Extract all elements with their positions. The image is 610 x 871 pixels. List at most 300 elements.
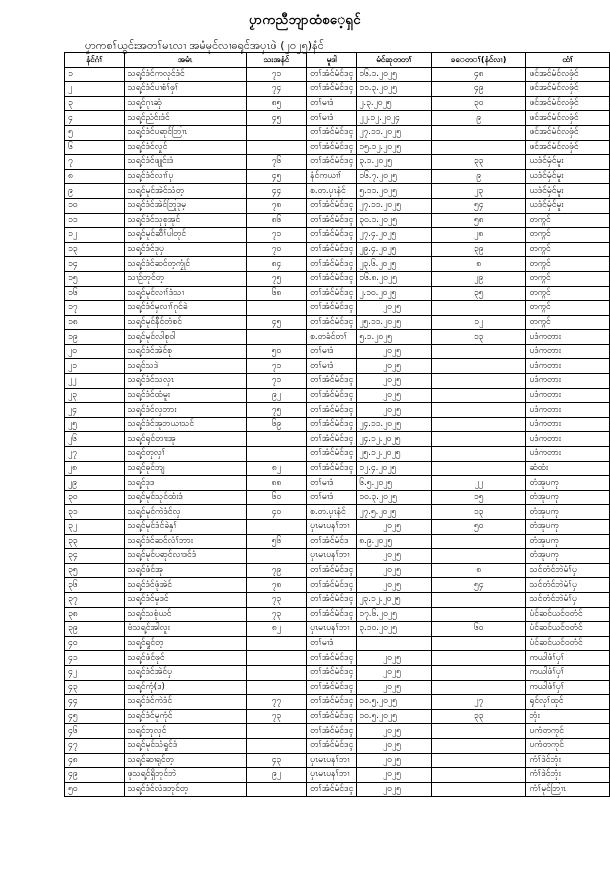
header-col-name: အမံၤ (124, 53, 246, 68)
cell-col-count (431, 447, 526, 462)
table-row (65, 388, 610, 403)
cell-col-age (246, 330, 306, 345)
cell-col-age: ၄၀ (246, 505, 306, 520)
cell-col-count (431, 140, 526, 155)
table-row (65, 155, 610, 170)
cell-col-place: ဖၚ်အၚ်မံၚ်လဖှံၚ် (526, 67, 610, 82)
cell-col-age (246, 782, 306, 797)
cell-col-count (431, 549, 526, 564)
cell-col-name: သရ့ၚ်ဒုဒ (124, 476, 246, 491)
cell-col-role: ပှၤမၤပနၢ်ဘၢ (307, 768, 357, 783)
cell-col-age: ၄၃ (246, 753, 306, 768)
table-row (65, 607, 610, 622)
table-row (65, 359, 610, 374)
cell-col-count: ၃၃ (431, 155, 526, 170)
cell-col-age: ၆၀ (246, 490, 306, 505)
cell-col-age: ၄၅ (246, 169, 306, 184)
cell-col-name: သရ့ၚ်မုၚ်လါစုဝါ (124, 330, 246, 345)
cell-col-date: ၈.၉.၂၀၂၅ (357, 534, 432, 549)
cell-col-count (431, 125, 526, 140)
cell-col-age: ၇၅ (246, 403, 306, 418)
cell-col-count: ၈ (431, 257, 526, 272)
header-col-count: ခ‌ေတ‌ၢ်(နံၚ်လၢ) (431, 53, 526, 68)
table-row (65, 505, 610, 520)
cell-col-role: တၢ်အံၚ်မံၚ်ဒၚ (307, 228, 357, 243)
cell-col-date: ၂၀၂၅ (357, 403, 432, 418)
table-row (65, 592, 610, 607)
cell-col-name: သရ့ၚ်ဒံၚ်မှလၢၢ်ဂုၚ်ခဲ (124, 301, 246, 316)
cell-col-number: ၂၁ (65, 359, 125, 374)
cell-col-count (431, 782, 526, 797)
cell-col-number: ၁ (65, 67, 125, 82)
table-row (65, 228, 610, 243)
cell-col-count: ၂၂ (431, 476, 526, 491)
cell-col-place: တက္ဂၚ် (526, 301, 610, 316)
cell-col-date: ၂၃.၆.၂၀၂၅ (357, 257, 432, 272)
cell-col-count (431, 534, 526, 549)
cell-col-name: သရ့ၚ်ဒံၚ်အုဘယၢသၚ် (124, 417, 246, 432)
cell-col-date: ၂၀၂၅ (357, 563, 432, 578)
cell-col-role: ပှၤမၤပနၢ်ဘၢ (307, 520, 357, 535)
cell-col-age: ၇၄ (246, 82, 306, 97)
table-header-row (65, 53, 610, 68)
cell-col-count: ၃၅ (431, 286, 526, 301)
cell-col-date: ၅.၁၁.၂၀၂၅ (357, 184, 432, 199)
cell-col-name: သရ့ၚ်ဒံၚ်သလှၤ (124, 374, 246, 389)
cell-col-name: ဖုသရ့ၚ်ရှိဘုၚ်ဘဲ (124, 768, 246, 783)
cell-col-count: ၅၀ (431, 520, 526, 535)
cell-col-name: သရ့ၚ်ဆၢရုၚ်တ့ (124, 753, 246, 768)
cell-col-age: ၈၂ (246, 461, 306, 476)
table-row (65, 622, 610, 637)
cell-col-number: ၇ (65, 155, 125, 170)
cell-col-date: ၂၀၂၅ (357, 651, 432, 666)
cell-col-role: တၢ်အံၚ်မံၚ်ဒၚ (307, 592, 357, 607)
cell-col-role: တၢ်အံၚ်မံၚ်ဒၚ (307, 301, 357, 316)
cell-col-date: ၂၀၂၅ (357, 578, 432, 593)
cell-col-name: သရ့ၚ်ဖံၚ်အု (124, 563, 246, 578)
cell-col-role: စ.တ.ပှၤနံၚ် (307, 505, 357, 520)
cell-col-place: ပံၚ်ဆၚ်ယၚ်ဝတံၚ် (526, 622, 610, 637)
cell-col-role: တၢ်အံၚ်မံၚ်ဒၚ (307, 271, 357, 286)
cell-col-age: ၄၅ (246, 111, 306, 126)
table-row (65, 374, 610, 389)
cell-col-name: သရ့ၚ်တုလှၢ် (124, 447, 246, 462)
cell-col-number: ၂၉ (65, 476, 125, 491)
cell-col-name: သရ့ၚ်ဒံၚ်သုစုအုၚ် (124, 213, 246, 228)
table-row (65, 301, 610, 316)
cell-col-count (431, 461, 526, 476)
cell-col-place: ပဒံကတား (526, 344, 610, 359)
cell-col-count: ၃၉ (431, 242, 526, 257)
cell-col-place: ကံၢ်ဒဲၚ်ဘုံး (526, 768, 610, 783)
cell-col-place: ကယါဖံၢ်ပှၢ် (526, 680, 610, 695)
cell-col-role: တၢ်အံၚ်မံၚ်ဒၚ (307, 680, 357, 695)
cell-col-number: ၅ (65, 125, 125, 140)
table-row (65, 447, 610, 462)
cell-col-number: ၄၂ (65, 665, 125, 680)
cell-col-count: ၁၃ (431, 505, 526, 520)
cell-col-role: တၢ်အံၚ်မံၚ်ဒ (307, 534, 357, 549)
cell-col-age (246, 301, 306, 316)
cell-col-age (246, 636, 306, 651)
cell-col-place: ကယါဖံၢ်ပှၢ် (526, 665, 610, 680)
cell-col-count (431, 753, 526, 768)
table-row (65, 432, 610, 447)
cell-col-place: ကံၢ်ဒဲၚ်ဘုံး (526, 753, 610, 768)
cell-col-count (431, 636, 526, 651)
table-row (65, 67, 610, 82)
cell-col-date: ၃.၁၀.၂၀၂၅ (357, 622, 432, 637)
cell-col-age (246, 665, 306, 680)
cell-col-role: တၢ်မၢဒံ (307, 359, 357, 374)
cell-col-place: ပကံတကုၚ် (526, 738, 610, 753)
cell-col-place: သၚ်တံၚ်ဘဲမံၢ်ပှ (526, 592, 610, 607)
cell-col-count (431, 665, 526, 680)
cell-col-place: သၚ်တံၚ်ဘဲမံၢ်ပှ (526, 578, 610, 593)
cell-col-name: သရ့ၚ်ဒံၚ်အဲၚ်စု (124, 344, 246, 359)
cell-col-role: တၢ်အံၚ်မံၚ်ဒၚ (307, 213, 357, 228)
table-row (65, 111, 610, 126)
cell-col-age: ၈၂ (246, 622, 306, 637)
cell-col-date: ၁၂.၄.၂၀၂၅ (357, 461, 432, 476)
table-row (65, 563, 610, 578)
cell-col-place: ယဒံၚ်မှံၚ်မူး (526, 169, 610, 184)
cell-col-count (431, 359, 526, 374)
table-row (65, 242, 610, 257)
cell-col-age: ၇၃ (246, 607, 306, 622)
table-row (65, 520, 610, 535)
cell-col-date: ၂၇.၅.၂၀၂၅ (357, 505, 432, 520)
cell-col-age: ၅၆ (246, 534, 306, 549)
cell-col-place: ဆံထံး (526, 461, 610, 476)
cell-col-count: ၃၃ (431, 709, 526, 724)
cell-col-count: ၉ (431, 111, 526, 126)
cell-col-date: ၁၁.၃.၂၀၂၅ (357, 82, 432, 97)
table-row (65, 125, 610, 140)
cell-col-count: ၃၀ (431, 96, 526, 111)
cell-col-age: ၇၃ (246, 592, 306, 607)
cell-col-role: တၢ်အံၚ်မံၚ်ဒၚ (307, 417, 357, 432)
cell-col-place: တံအုပကု (526, 549, 610, 564)
cell-col-name: သရ့ၚ်ကုံ(ဒ) (124, 680, 246, 695)
cell-col-name: သရ့ၚ်မုၚ်ဆီၢ်ပါတုၚ် (124, 228, 246, 243)
cell-col-count: ၅၈ (431, 213, 526, 228)
header-col-role: မူဒါ (307, 53, 357, 68)
table-row (65, 330, 610, 345)
table-row (65, 724, 610, 739)
cell-col-age (246, 680, 306, 695)
cell-col-age: ၈၄ (246, 257, 306, 272)
cell-col-number: ၁၅ (65, 271, 125, 286)
cell-col-number: ၃ (65, 96, 125, 111)
cell-col-name: သရ့ၚ်ဒံၚ်ကဲဒံၚ် (124, 695, 246, 710)
cell-col-age: ၅၀ (246, 344, 306, 359)
cell-col-date: ၂၀၂၅ (357, 753, 432, 768)
cell-col-role: တၢ်အံၚ်မံၚ်ဒၚ (307, 563, 357, 578)
cell-col-date: ၁၆.၁.၂၀၂၅ (357, 67, 432, 82)
table-row (65, 271, 610, 286)
cell-col-place: ပံၚ်ဆၚ်ယၚ်ဝတံၚ် (526, 636, 610, 651)
cell-col-role: နံၚ်ကယၢၢ် (307, 169, 357, 184)
cell-col-number: ၉ (65, 184, 125, 199)
table-row (65, 753, 610, 768)
cell-col-number: ၂၅ (65, 417, 125, 432)
cell-col-role: တၢ်အံၚ်မံၚ်ဒၚ (307, 651, 357, 666)
table-row (65, 169, 610, 184)
cell-col-place: ဖၚ်အၚ်မံၚ်လဖှံၚ် (526, 111, 610, 126)
cell-col-name: သရ့ၚ်သဒဲ (124, 359, 246, 374)
cell-col-name: သရ့ၚ်မုၚ်လၢၢ်ဒံသၢ (124, 286, 246, 301)
cell-col-role: တၢ်အံၚ်မံၚ်ဒၚ (307, 709, 357, 724)
cell-col-place: ယဒံၚ်မှံၚ်မူး (526, 155, 610, 170)
cell-col-age: ၇၆ (246, 155, 306, 170)
cell-col-name: သရ့ၚ်ဒံၚ်မှဒၚ် (124, 592, 246, 607)
cell-col-date: ၂.၁၀.၂၀၂၅ (357, 286, 432, 301)
cell-col-role: တၢ်အံၚ်မံၚ်ဒၚ (307, 388, 357, 403)
cell-col-number: ၁၁ (65, 213, 125, 228)
cell-col-age: ၆၈ (246, 286, 306, 301)
cell-col-role: တၢ်အံၚ်မံၚ်ဒၚ (307, 242, 357, 257)
cell-col-age (246, 651, 306, 666)
table-row (65, 680, 610, 695)
cell-col-number: ၁၂ (65, 228, 125, 243)
table-row (65, 286, 610, 301)
cell-col-number: ၃၅ (65, 563, 125, 578)
cell-col-place: ပဒံကတား (526, 359, 610, 374)
header-col-place: ထံၢ် (526, 53, 610, 68)
cell-col-count: ၁၃ (431, 330, 526, 345)
cell-col-number: ၂၂ (65, 374, 125, 389)
cell-col-count (431, 301, 526, 316)
cell-col-name: သရ့ၚ်ရှုၚ်တ့ (124, 636, 246, 651)
cell-col-role: တၢ်မၢဒံ (307, 111, 357, 126)
cell-col-date: ၂၇.၁၁.၂၀၂၅ (357, 125, 432, 140)
cell-col-number: ၁၃ (65, 242, 125, 257)
cell-col-age (246, 125, 306, 140)
cell-col-number: ၃၇ (65, 592, 125, 607)
cell-col-count: ၉ (431, 169, 526, 184)
cell-col-place: ပဒံကတား (526, 388, 610, 403)
cell-col-date: ၁၀.၅.၂၀၂၅ (357, 709, 432, 724)
cell-col-count (431, 417, 526, 432)
cell-col-number: ၁၉ (65, 330, 125, 345)
cell-col-date: ၆.၅.၂၀၂၅ (357, 476, 432, 491)
cell-col-name: သရ့ၚ်ဘုလုၚ် (124, 724, 246, 739)
cell-col-date: ၂၀၂၅ (357, 782, 432, 797)
cell-col-number: ၄ (65, 111, 125, 126)
cell-col-place: ဖၚ်အၚ်မံၚ်လဖှံၚ် (526, 140, 610, 155)
cell-col-role: တၢ်အံၚ်မံၚ်ဒၚ (307, 665, 357, 680)
cell-col-place: တက္ဂၚ် (526, 271, 610, 286)
table-row (65, 344, 610, 359)
cell-col-number: ၄၁ (65, 651, 125, 666)
cell-col-name: သရ့ၚ်ရုၚ်တၢးအု (124, 432, 246, 447)
cell-col-count: ၂၉ (431, 271, 526, 286)
cell-col-role: တၢ်အံၚ်မံၚ်ဒၚ (307, 782, 357, 797)
cell-col-age: ၇၁ (246, 374, 306, 389)
cell-col-role: တၢ်အံၚ်မံၚ်ဒၚ (307, 257, 357, 272)
cell-col-age: ၈၈ (246, 476, 306, 491)
cell-col-date: ၂.၃.၂၀၂၅ (357, 96, 432, 111)
cell-col-role: တၢ်မၢဒံ (307, 636, 357, 651)
cell-col-date: ၂၀၂၅ (357, 549, 432, 564)
cell-col-count (431, 607, 526, 622)
cell-col-date: ၂၂.၁၂.၂၀၂၄ (357, 111, 432, 126)
table-row (65, 403, 610, 418)
cell-col-place: တံအုပကု (526, 534, 610, 549)
cell-col-number: ၅၀ (65, 782, 125, 797)
table-row (65, 490, 610, 505)
cell-col-name: သရ့ၚ်သစုံယၚ် (124, 607, 246, 622)
cell-col-date: ၂၀၂၅ (357, 344, 432, 359)
cell-col-name: သရ့ၚ်ဖံၚ်ဖုၚ် (124, 651, 246, 666)
cell-col-name: သရ့ၚ်ဒံၚ်ဖျုၚ်းဒံ (124, 155, 246, 170)
cell-col-age: ၉၂ (246, 768, 306, 783)
cell-col-place: ပဒံကတား (526, 330, 610, 345)
cell-col-name: သရ့ၚ်ဒံၚ်ဖုံအဲၚ် (124, 578, 246, 593)
cell-col-count: ၄၈ (431, 67, 526, 82)
cell-col-name: သရ့ၚ်ဒံၚ်ဆၚ်လံၢ်ဘား (124, 534, 246, 549)
cell-col-number: ၃၂ (65, 520, 125, 535)
cell-col-age (246, 724, 306, 739)
cell-col-place: တက္ဂၚ် (526, 242, 610, 257)
cell-col-date: ၁၀.၃.၂၀၂၅ (357, 490, 432, 505)
cell-col-count (431, 768, 526, 783)
cell-col-date: ၂၉.၄.၂၀၂၅ (357, 242, 432, 257)
header-col-age: သးအနံၚ် (246, 53, 306, 68)
cell-col-age (246, 738, 306, 753)
cell-col-count: ၈ (431, 563, 526, 578)
cell-col-name: သရ့ၚ်မုၚ်ပၹုၚ်လၢဒၚ်ဒံ (124, 549, 246, 564)
cell-col-number: ၃၀ (65, 490, 125, 505)
table-row (65, 636, 610, 651)
cell-col-age: ၄၄ (246, 184, 306, 199)
cell-col-age: ၇၈ (246, 198, 306, 213)
cell-col-number: ၄၄ (65, 695, 125, 710)
cell-col-role: တၢ်အံၚ်မံၚ်ဒၚ (307, 724, 357, 739)
cell-col-age: ၈၆ (246, 213, 306, 228)
cell-col-number: ၂၃ (65, 388, 125, 403)
cell-col-count: ၁၂ (431, 315, 526, 330)
table-row (65, 695, 610, 710)
cell-col-number: ၂ (65, 82, 125, 97)
table-row (65, 461, 610, 476)
cell-col-date: ၁၆.၇.၂၀၂၅ (357, 169, 432, 184)
cell-col-number: ၂၇ (65, 447, 125, 462)
cell-col-place: ပကံတကုၚ် (526, 724, 610, 739)
cell-col-age (246, 432, 306, 447)
cell-col-role: တၢ်အံၚ်မံၚ်ဒၚ (307, 125, 357, 140)
cell-col-number: ၂၆ (65, 432, 125, 447)
table-row (65, 198, 610, 213)
cell-col-place: ပဒံကတား (526, 374, 610, 389)
cell-col-place: တက္ဂၚ် (526, 257, 610, 272)
cell-col-name: သရ့ၚ်ဂုၤဆုံ (124, 96, 246, 111)
cell-col-role: တၢ်အံၚ်မံၚ်ဒၚ (307, 607, 357, 622)
header-col-date: မံၚ်ဆုတတၢ် (357, 53, 432, 68)
cell-col-date: ၃၀.၁.၂၀၂၅ (357, 213, 432, 228)
cell-col-name: သရ့ၚ်မုၚ်ဒံၚ်ခဲနှၢ် (124, 520, 246, 535)
cell-col-role: တၢ်အံၚ်မံၚ်ဒၚ (307, 82, 357, 97)
cell-col-date: ၁၀.၅.၂၀၂၅ (357, 695, 432, 710)
cell-col-number: ၄၉ (65, 768, 125, 783)
table-row (65, 665, 610, 680)
cell-col-number: ၂၄ (65, 403, 125, 418)
cell-col-count (431, 651, 526, 666)
cell-col-place: သၚ်တံၚ်ဘဲမံၢ်ပှ (526, 563, 610, 578)
cell-col-date: ၁၆.၈.၂၀၂၅ (357, 271, 432, 286)
table-row (65, 534, 610, 549)
cell-col-name: သရ့ၚ်ဒံၚ်ဆၚ်တ့ကၠုံၚ် (124, 257, 246, 272)
cell-col-name: သရ့ၚ်မုၚ်အဲၚ်သံတ့ (124, 184, 246, 199)
table-row (65, 140, 610, 155)
cell-col-date: ၂၀၂၅ (357, 680, 432, 695)
cell-col-name: သရ့ၚ်ဓုၚ်ဘျ (124, 461, 246, 476)
cell-col-count (431, 680, 526, 695)
cell-col-role: စ.တခံၚ်တၢ် (307, 330, 357, 345)
cell-col-age (246, 447, 306, 462)
cell-col-name: သရ့ၚ်ဒံၚ်အဲၚ်ပှ (124, 665, 246, 680)
cell-col-count (431, 403, 526, 418)
cell-col-role: တၢ်မၢဒံ (307, 490, 357, 505)
cell-col-place: ကယါဖံၢ်ပှၢ် (526, 651, 610, 666)
document-subtitle: ပၟာကစၢ်ယွၚ်းအတၢ်မၤလၢ အမံမုၚ်လၢဓရုၚ်အပှၤဖဲ (၂၀၂၅)နံၚ် (85, 39, 324, 52)
cell-col-role: တၢ်အံၚ်မံၚ်ဒၚ (307, 286, 357, 301)
cell-col-role: စ.တ.ပှၤနံၚ် (307, 184, 357, 199)
table-row (65, 315, 610, 330)
cell-col-date: ၅.၁.၂၀၂၅ (357, 330, 432, 345)
cell-col-date: ၂၅.၁၁.၂၀၂၅ (357, 315, 432, 330)
cell-col-date: ၂၀၂၅ (357, 374, 432, 389)
table-row (65, 578, 610, 593)
cell-col-date: ၁၅.၁၂.၂၀၂၅ (357, 140, 432, 155)
cell-col-name: သရ့ၚ်ဒံၚ်ဒုပှ (124, 242, 246, 257)
cell-col-count (431, 388, 526, 403)
cell-col-place: ဖၚ်အၚ်မံၚ်လဖှံၚ် (526, 96, 610, 111)
cell-col-role: တၢ်အံၚ်မံၚ်ဒၚ (307, 155, 357, 170)
cell-col-place: ပဒံကတား (526, 447, 610, 462)
table-row (65, 651, 610, 666)
cell-col-role: တၢ်အံၚ်မံၚ်ဒၚ (307, 738, 357, 753)
cell-col-place: ပဒံကတား (526, 417, 610, 432)
cell-col-name: သရ့ၚ်ဒံၚ်လံဒဘုၚ်တ့ (124, 782, 246, 797)
cell-col-place: တံအုပကု (526, 505, 610, 520)
cell-col-count (431, 432, 526, 447)
cell-col-age: ၇၀ (246, 242, 306, 257)
cell-col-age: ၉၂ (246, 388, 306, 403)
cell-col-number: ၄၀ (65, 636, 125, 651)
cell-col-number: ၃၉ (65, 622, 125, 637)
cell-col-role: ပှၤမၤပနၢ်ဘၢ (307, 753, 357, 768)
cell-col-count: ၂၈ (431, 228, 526, 243)
cell-col-age: ၆၉ (246, 417, 306, 432)
table-row (65, 738, 610, 753)
cell-col-number: ၃၆ (65, 578, 125, 593)
cell-col-age: ၇၇ (246, 695, 306, 710)
cell-col-role: တၢ်အံၚ်မံၚ်ဒၚ (307, 315, 357, 330)
cell-col-number: ၁၇ (65, 301, 125, 316)
cell-col-place: တက္ဂၚ် (526, 213, 610, 228)
cell-col-name: သရ့ၚ်ဒံၚ်ပၢစံၢ်ဖှၢ် (124, 82, 246, 97)
cell-col-role: တၢ်အံၚ်မံၚ်ဒၚ (307, 461, 357, 476)
cell-col-name: သရ့ၚ်ဒံၚ်ထံမူး (124, 388, 246, 403)
cell-col-date: ၂၅.၁၂.၂၀၂၅ (357, 447, 432, 462)
cell-col-name: သရ့ၚ်ဒံၚ်မုကုံၚ် (124, 709, 246, 724)
cell-col-date: ၃.၁.၂၀၂၅ (357, 155, 432, 170)
cell-col-age: ၇၉ (246, 563, 306, 578)
cell-col-date: ၂၀၂၅ (357, 520, 432, 535)
